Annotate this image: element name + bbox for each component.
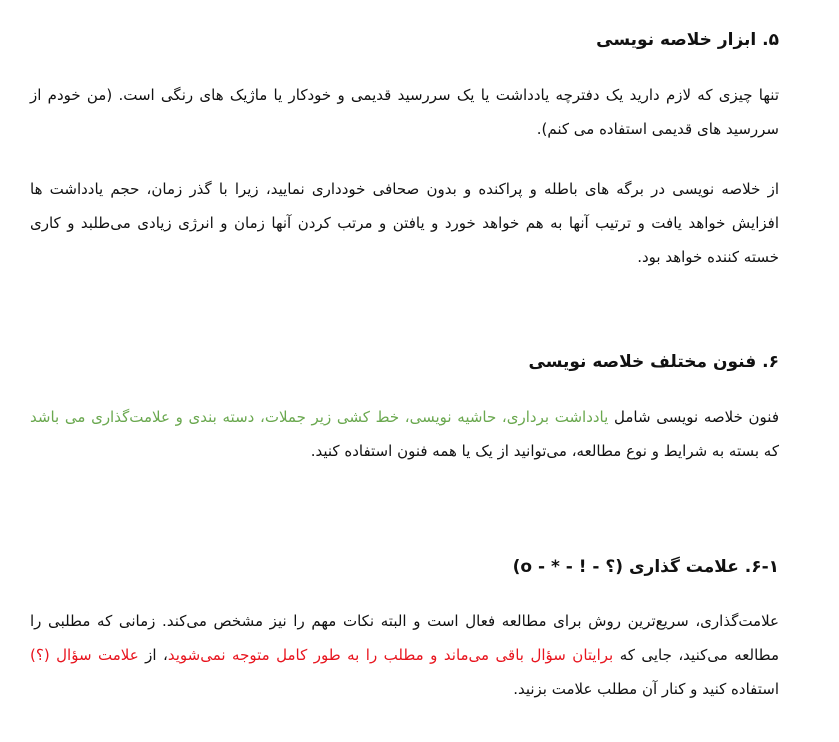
section-6-text-start: فنون خلاصه نویسی شامل (608, 408, 779, 426)
section-6-text-end: که بسته به شرایط و نوع مطالعه، می‌توانید از یک یا همه فنون استفاده کنید. (310, 442, 779, 460)
section-5-heading: ۵. ابزار خلاصه نویسی (596, 30, 779, 50)
section-6-1-text-start: علامت‌گذاری، سریع‌ترین روش برای مطالعه فعال است و البته نکات مهم را نیز مشخص می‌کند. زمانی که مطلبی را مطالعه می‌کنید، جایی که (30, 612, 780, 664)
section-5-paragraph-2: از خلاصه نویسی در برگه های باطله و پراکنده و بدون صحافی خودداری نمایید، زیرا با گذر زمان، حجم یادداشت ها افزایش خواهد یافت و ترتیب آنها به هم خواهد خورد و یافتن و مرتب کردن آنها زمان و انرژی زیادی می‌طلبد و کاری خسته کننده خواهد بود. (30, 180, 779, 266)
section-6-1-paragraph-1 (30, 604, 779, 706)
section-6-paragraph-1 (30, 400, 779, 468)
section-6-1-heading: ۶-۱. علامت گذاری (؟ - ! - * - o) (512, 557, 779, 577)
document-page (30, 0, 779, 742)
section-6-1-text-end: استفاده کنید و کنار آن مطلب علامت بزنید. (513, 680, 779, 698)
section-6-1-text-mid: ، از (138, 646, 168, 664)
unanswered-question-highlight: برایتان سؤال باقی می‌ماند و مطلب را به طور کامل متوجه نمی‌شوید (167, 646, 614, 664)
techniques-highlight: یادداشت برداری، حاشیه نویسی، خط کشی زیر جملات، دسته بندی و علامت‌گذاری می باشد (30, 408, 609, 426)
section-6-heading: ۶. فنون مختلف خلاصه نویسی (528, 352, 779, 372)
question-mark-highlight: علامت سؤال (؟) (30, 646, 139, 664)
section-5-paragraph-1: تنها چیزی که لازم دارید یک دفترچه یادداشت یا یک سررسید قدیمی و خودکار یا ماژیک های رنگی است. (من خودم از سررسید های قدیمی استفاده می کنم). (30, 86, 779, 138)
